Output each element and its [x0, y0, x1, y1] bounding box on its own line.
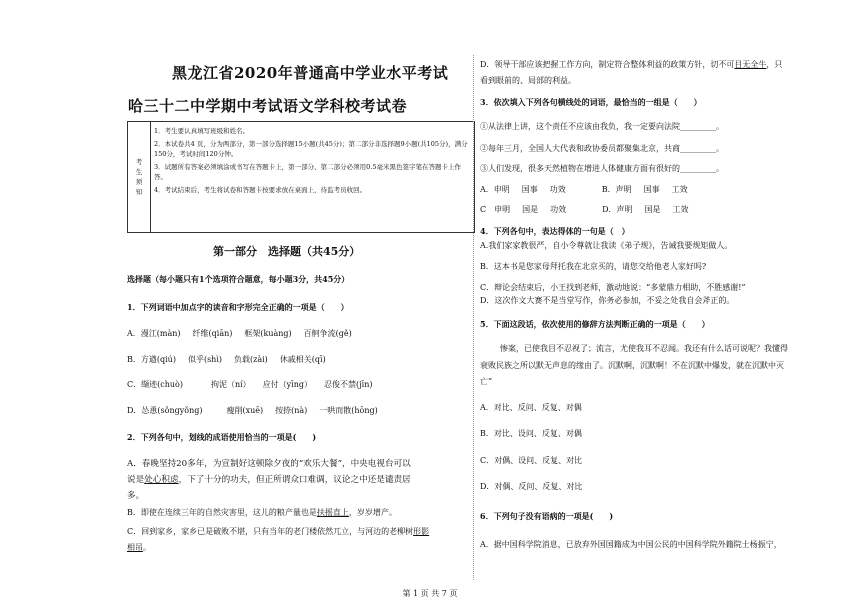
question-4-option-a: A.我们家家教很严，自小令尊就让我读《弟子规》，告诫我要规矩做人。: [480, 241, 733, 250]
question-6-option-a: A．据中国科学院消息，已放弃外国国籍成为中国公民的中国科学院外籍院士杨振宁，: [480, 540, 782, 549]
question-4-stem: 4．下列各句中，表达得体的一句是（ ）: [480, 226, 630, 236]
question-3-options-cd: C 申明 国是 功效 D．声明 国是 工效: [480, 205, 689, 214]
notice-item: 2．本试卷共4 页，分为两部分，第一部分选择题15小题(共45分)；第二部分非选择题9小题(共105分)，满分150分，考试时间120分钟。: [154, 140, 468, 158]
question-1-stem: 1．下列词语中加点字的读音和字形完全正确的一项是（ ）: [127, 302, 349, 312]
question-1-option-d: D．怂恿(sǒngyǒng) 瘦削(xuē) 按捺(nà) 一哄而散(hōng): [127, 406, 378, 415]
notice-item: 4．考试结束后，考生将试卷和答题卡按要求放在桌面上，待监考员收回。: [154, 186, 367, 194]
notice-item: 3．试题所有答案必须填涂或书写在答题卡上，第一部分、第二部分必须用0.5毫米黑色签字笔在答题卡上作答。: [154, 163, 461, 181]
question-2-option-a-line1: A．春晚坚持20多年，为宣制好这顿除夕夜的“欢乐大餐”，中央电视台可以: [127, 459, 411, 469]
question-5-stem: 5．下面这段话，依次使用的修辞方法判断正确的一项是（ ）: [480, 319, 710, 329]
question-2-option-a-line3: 多。: [127, 491, 145, 501]
question-3-stem: 3．依次填入下列各句横线处的词语，最恰当的一组是（ ）: [480, 97, 702, 107]
question-1-option-b: B．方遒(qiú) 似乎(shì) 负载(zài) 休戚相关(qī): [127, 355, 326, 364]
question-5-option-c: C．对偶、设问、反复、对比: [480, 456, 583, 465]
question-5-option-d: D．对偶、反问、反复、对比: [480, 482, 583, 491]
question-1-option-a: A．漫江(màn) 纤维(qiān) 框架(kuàng) 百舸争流(gě): [127, 329, 352, 338]
question-2-stem: 2．下列各句中，划线的成语使用恰当的一项是( ): [127, 432, 317, 442]
question-5-option-b: B．对比、设问、反复、对偶: [480, 429, 582, 438]
question-5-passage-line3: 亡”: [480, 377, 493, 386]
section-instructions: 选择题（每小题只有1个选项符合题意，每小题3分，共45分）: [127, 274, 350, 284]
page-footer: 第 1 页 共 7 页: [402, 589, 458, 598]
exam-title-line2: 哈三十二中学期中考试语文学科校考试卷: [128, 97, 408, 115]
question-4-option-b: B．这本书是您家母拜托我在北京买的，请您交给他老人家好吗?: [480, 262, 707, 271]
question-2-option-b: B．即使在连续三年的自然灾害里，这儿的粮产量也是扶摇直上，岁岁增产。: [127, 508, 397, 517]
question-2-option-d-line2: 看到眼前的、局部的利益。: [480, 76, 576, 85]
question-4-option-d: D．这次作文大赛不是当堂写作，你务必参加，不妥之处我自会斧正的。: [480, 296, 735, 305]
question-5-passage-line1: 惨案，已使我目不忍视了；流言，尤使我耳不忍闻。我还有什么话可说呢？我懂得: [492, 344, 788, 353]
question-3-sentence-3: ③人们发现，很多天然植物在增进人体健康方面有很好的_________。: [480, 164, 724, 173]
notice-items: [151, 122, 475, 233]
question-3-sentence-2: ②每年三月，全国人大代表和政协委员都聚集北京，共商_________。: [480, 144, 724, 153]
section-title: 第一部分 选择题（共45分）: [213, 245, 361, 258]
question-5-passage-line2: 衰败民族之所以默无声息的缘由了。沉默啊，沉默啊！不在沉默中爆发，就在沉默中灭: [480, 361, 784, 370]
notice-item: 1．考生要认真填写班级和姓名。: [154, 127, 250, 135]
question-3-options-ab: A．申明 国事 功效 B．声明 国事 工效: [480, 185, 688, 194]
question-1-option-c: C．缬迹(chuò) 拘泥（ní） 应付（yīng） 忍俊不禁(jīn): [127, 380, 373, 389]
exam-notice-table: [127, 121, 475, 233]
question-2-option-d-line1: D．领导干部应该把握工作方向，制定符合整体利益的政策方针，切不可目无全牛，只: [480, 60, 783, 69]
question-2-option-c-line2: 相吊。: [127, 543, 151, 552]
question-3-sentence-1: ①从法律上讲，这个责任不应该由我负，我一定要向法院_________。: [480, 122, 724, 131]
question-5-option-a: A．对比、反问、反复、对偶: [480, 403, 582, 412]
question-2-option-a-line2: 说是处心积虑，下了十分的功夫，但正所谓众口难调，议论之中还是谴责居: [127, 475, 411, 485]
question-4-option-c: C．辩论会结束后，小王找到老师，激动地说：“多蒙鼎力相助，不胜感谢!”: [480, 283, 746, 292]
question-2-option-c-line1: C．回到家乡，家乡已是破败不堪，只有当年的老门楼依然兀立，与河边的老柳树形影: [127, 527, 430, 536]
question-6-stem: 6．下列句子没有语病的一项是( ): [480, 511, 614, 521]
column-divider: [473, 55, 474, 580]
notice-side-label: 考 生 须 知: [128, 122, 151, 233]
exam-title-line1: 黑龙江省2020年普通高中学业水平考试: [172, 64, 449, 82]
